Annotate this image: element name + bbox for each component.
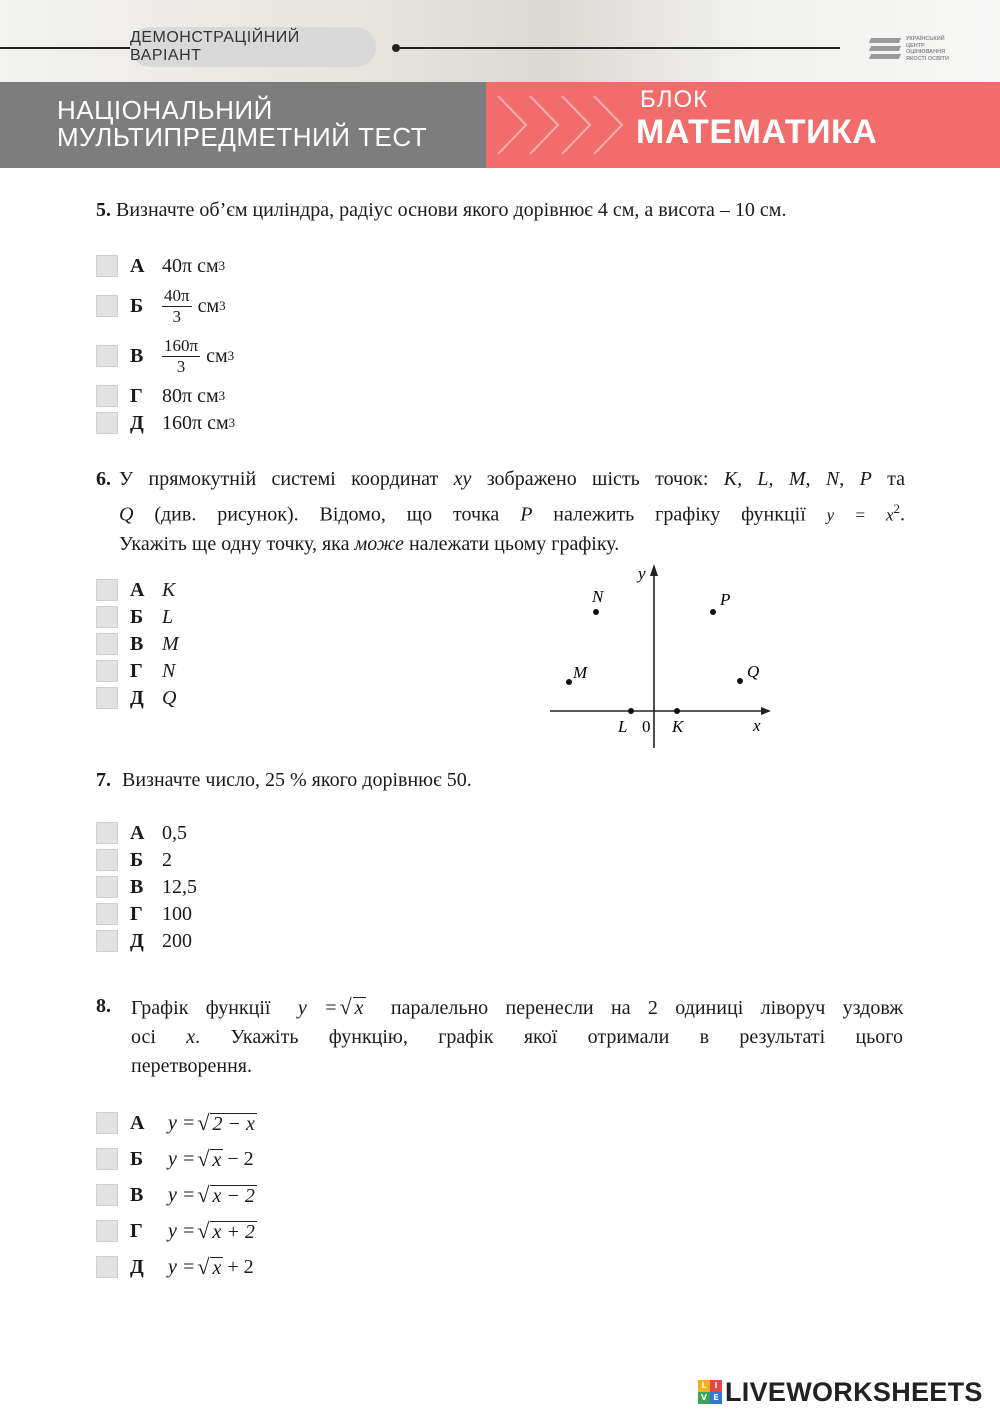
- q7-option-d-checkbox[interactable]: [96, 903, 118, 925]
- question-7-text: Визначте число, 25 % якого дорівнює 50.: [122, 769, 472, 791]
- sqrt-sign: √: [197, 1218, 210, 1243]
- header-rule-right: [396, 47, 840, 49]
- sqrt-sign: √: [197, 1254, 210, 1279]
- block-subject: МАТЕМАТИКА: [636, 113, 878, 151]
- q6-option-b[interactable]: Б L: [96, 604, 173, 630]
- sqrt-sign: √: [339, 994, 352, 1019]
- logo-line-3: ОЦІНЮВАННЯ: [906, 49, 946, 55]
- fraction: $\frac{160\pi}{3}$: [164, 335, 199, 376]
- question-6-number: 6.: [96, 468, 111, 490]
- header-rule-left: [0, 47, 130, 49]
- test-title-line-1: НАЦІОНАЛЬНИЙ: [57, 95, 273, 125]
- q7-option-c[interactable]: В 12,5: [96, 874, 197, 900]
- q6-option-a-checkbox[interactable]: [96, 579, 118, 601]
- point-p: [710, 609, 716, 615]
- q7-option-b-checkbox[interactable]: [96, 849, 118, 871]
- q8-option-d[interactable]: Г y = √ x + 2: [96, 1216, 257, 1246]
- question-5: [96, 196, 786, 225]
- q7-option-c-checkbox[interactable]: [96, 876, 118, 898]
- q7-option-d[interactable]: Г 100: [96, 901, 192, 927]
- point-m-label: M: [573, 663, 588, 682]
- origin-label: 0: [642, 717, 651, 736]
- q7-option-b[interactable]: Б 2: [96, 847, 172, 873]
- q5-option-a[interactable]: А 40π см 3: [96, 253, 225, 279]
- point-l-label: L: [618, 717, 628, 736]
- test-title-line-2: МУЛЬТИПРЕДМЕТНИЙ ТЕСТ: [57, 122, 428, 152]
- liveworksheets-wordmark: LIVEWORKSHEETS: [725, 1376, 983, 1407]
- point-m: [566, 679, 572, 685]
- q5-option-d[interactable]: Г 80π см 3: [96, 383, 225, 409]
- x-axis-label: x: [753, 716, 761, 735]
- ucoeq-logo-icon: [870, 38, 900, 64]
- question-8-number: 8.: [96, 995, 111, 1017]
- q8-option-b-checkbox[interactable]: [96, 1148, 118, 1170]
- chevron-arrows-icon: [490, 82, 630, 168]
- point-k: [674, 708, 680, 714]
- q6-option-c[interactable]: В M: [96, 631, 179, 657]
- q7-option-e[interactable]: Д 200: [96, 928, 192, 954]
- q8-option-b[interactable]: Б y = √ x − 2: [96, 1144, 254, 1174]
- q6-option-e-checkbox[interactable]: [96, 687, 118, 709]
- question-7-number: 7.: [96, 769, 111, 791]
- liveworksheets-badge-icon: L I V E: [698, 1380, 722, 1404]
- point-n: [593, 609, 599, 615]
- block-label: БЛОК: [640, 86, 709, 113]
- coordinate-plane-figure: [545, 560, 775, 750]
- q6-option-d[interactable]: Г N: [96, 658, 175, 684]
- sqrt-sign: √: [197, 1146, 210, 1171]
- question-6-text: У прямокутній системі координат xy зображено шість точок: K, L, M, N, P та Q (див. рисунок). Відомо, що точка P належить графіку функції $y = x^2$. Укажіть ще одну точку, яка може належати цьому графіку.: [119, 468, 905, 555]
- point-p-label: P: [720, 590, 731, 609]
- q6-option-b-checkbox[interactable]: [96, 606, 118, 628]
- logo-line-4: ЯКОСТІ ОСВІТИ: [906, 55, 949, 62]
- y-axis-arrow: [650, 564, 658, 576]
- q5-option-b[interactable]: Б $\frac{40\pi}{3}$ см 3: [96, 283, 226, 329]
- q5-option-b-checkbox[interactable]: [96, 295, 118, 317]
- question-8-text: Графік функції y =√ x паралельно перенесли на 2 одиниці ліворуч уздовж осі x. Укажіть функцію, графік якої отримали в результаті цього перетворення.: [131, 994, 904, 1077]
- y-axis-label: y: [638, 564, 646, 583]
- q5-option-e[interactable]: Д 160π см 3: [96, 410, 235, 436]
- q7-option-a[interactable]: А 0,5: [96, 820, 187, 846]
- point-n-label: N: [592, 587, 604, 606]
- liveworksheets-logo: [698, 1377, 983, 1407]
- q7-option-a-checkbox[interactable]: [96, 822, 118, 844]
- q5-option-e-checkbox[interactable]: [96, 412, 118, 434]
- q5-option-d-checkbox[interactable]: [96, 385, 118, 407]
- point-l: [628, 708, 634, 714]
- question-5-text: Визначте об’єм циліндра, радіус основи якого дорівнює 4 см, а висота – 10 см.: [116, 199, 787, 221]
- q6-option-e[interactable]: Д Q: [96, 685, 176, 711]
- q8-option-a-checkbox[interactable]: [96, 1112, 118, 1134]
- question-7: [96, 766, 472, 795]
- q5-option-c[interactable]: В $\frac{160\pi}{3}$ см 3: [96, 333, 234, 379]
- question-5-number: 5.: [96, 199, 111, 221]
- q8-option-e[interactable]: Д y = √ x + 2: [96, 1252, 254, 1282]
- q7-option-e-checkbox[interactable]: [96, 930, 118, 952]
- logo-line-1: УКРАЇНСЬКИЙ: [906, 36, 945, 42]
- fraction: $\frac{40\pi}{3}$: [164, 285, 190, 326]
- q5-option-c-checkbox[interactable]: [96, 345, 118, 367]
- test-title: [57, 97, 427, 151]
- q5-option-a-checkbox[interactable]: [96, 255, 118, 277]
- logo-line-2: ЦЕНТР: [906, 42, 925, 49]
- point-q: [737, 678, 743, 684]
- ucoeq-logo: [870, 36, 962, 66]
- q6-option-c-checkbox[interactable]: [96, 633, 118, 655]
- q8-option-d-checkbox[interactable]: [96, 1220, 118, 1242]
- point-k-label: K: [672, 717, 684, 736]
- sqrt-sign: √: [197, 1182, 210, 1207]
- q8-option-c[interactable]: В y = √ x − 2: [96, 1180, 257, 1210]
- demo-variant-badge: ДЕМОНСТРАЦІЙНИЙ ВАРІАНТ: [130, 27, 376, 67]
- point-q-label: Q: [747, 662, 760, 681]
- x-axis-arrow: [761, 707, 771, 715]
- q8-option-c-checkbox[interactable]: [96, 1184, 118, 1206]
- sqrt-sign: √: [197, 1110, 210, 1135]
- q8-option-a[interactable]: А y = √ 2 − x: [96, 1108, 257, 1138]
- header-rule-dot: [392, 44, 400, 52]
- q8-option-e-checkbox[interactable]: [96, 1256, 118, 1278]
- q6-option-a[interactable]: А K: [96, 577, 175, 603]
- q6-option-d-checkbox[interactable]: [96, 660, 118, 682]
